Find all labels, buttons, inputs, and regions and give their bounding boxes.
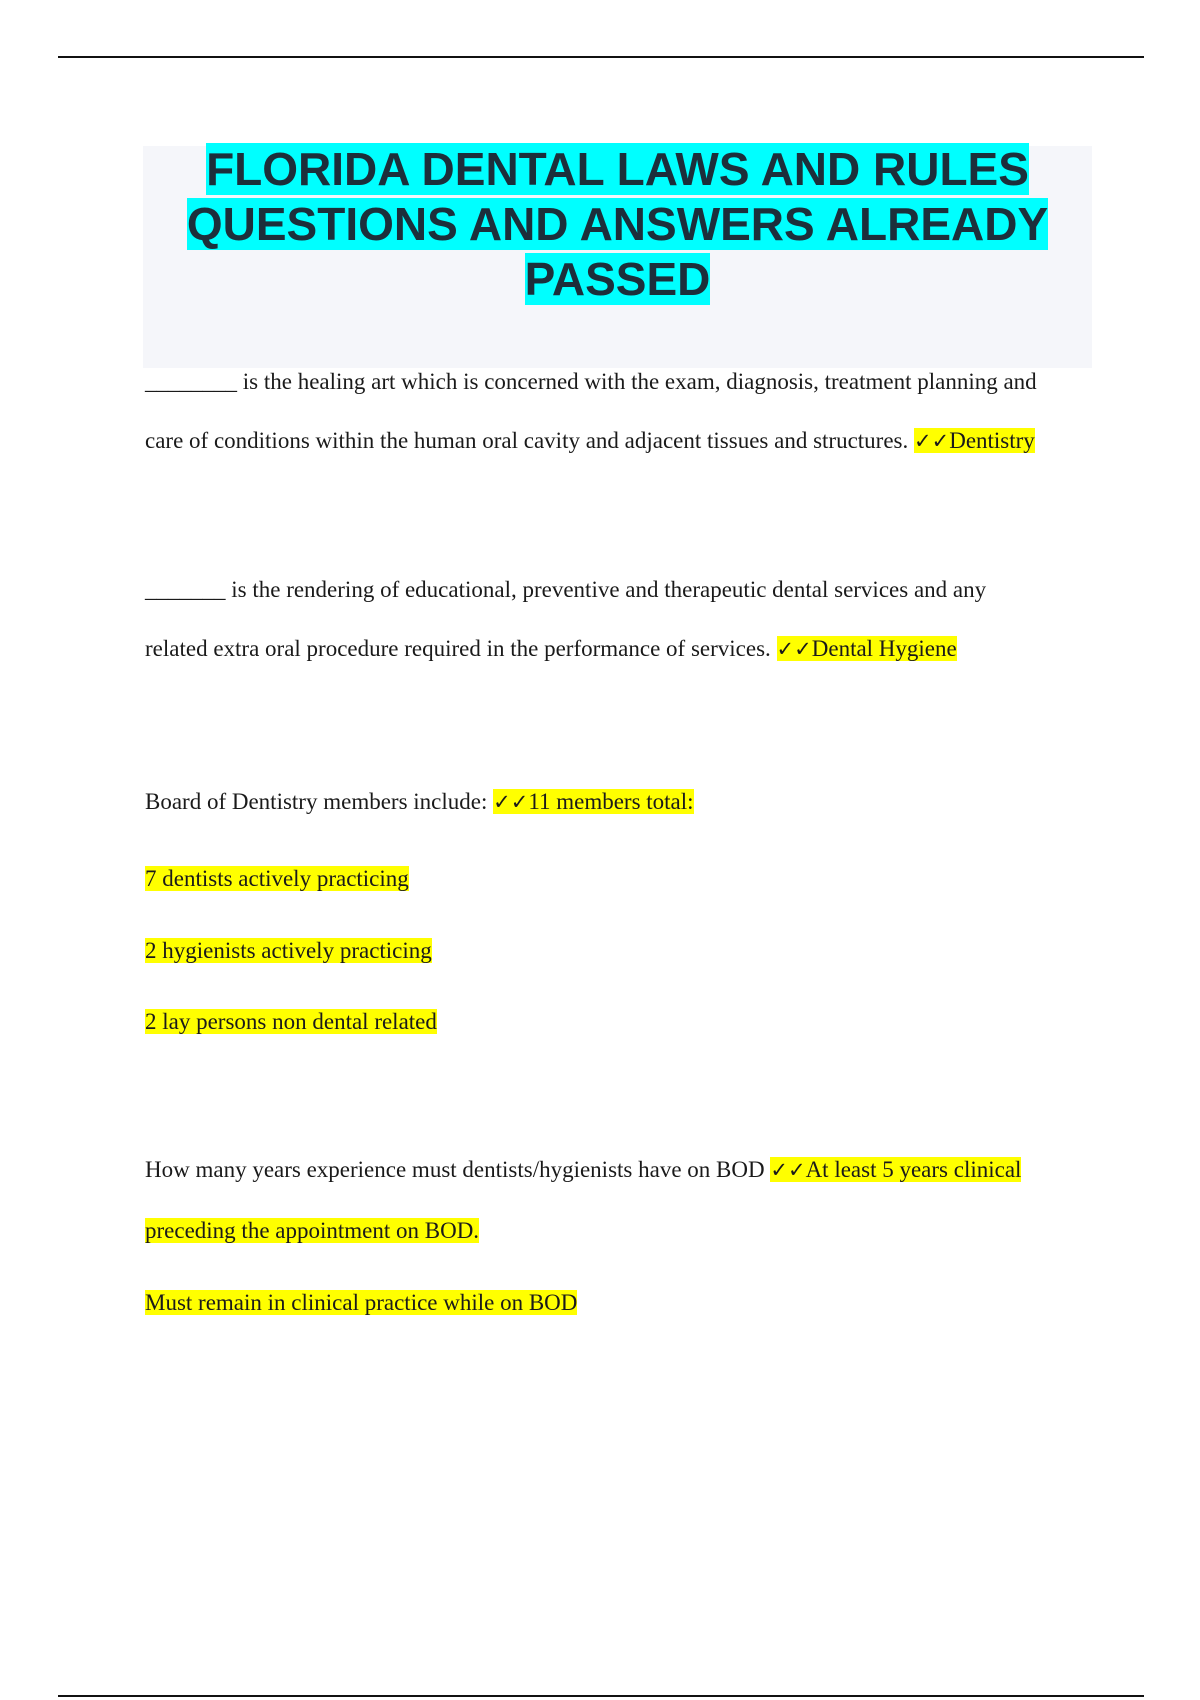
question-1-text-1: ________ is the healing art which is concerned with the exam, diagnosis, treatment planning and	[145, 369, 1037, 394]
answer-4-text: At least 5 years clinical	[805, 1157, 1022, 1182]
title-block	[143, 143, 1092, 368]
question-3-line-1	[145, 787, 694, 817]
question-2-line-2	[145, 634, 957, 664]
double-check-icon: ✓✓	[776, 637, 812, 661]
answer-4-item-2-text: Must remain in clinical practice while on BOD	[145, 1290, 578, 1315]
answer-4-item-2	[145, 1288, 577, 1318]
double-check-icon: ✓✓	[914, 429, 950, 453]
answer-1-text: Dentistry	[949, 428, 1035, 453]
header-rule	[58, 56, 1144, 58]
answer-4-item-1	[145, 1216, 479, 1246]
question-1-line-1	[145, 367, 1037, 397]
document-title: FLORIDA DENTAL LAWS AND RULES QUESTIONS AND ANSWERS ALREADY PASSED	[186, 143, 1049, 305]
double-check-icon: ✓✓	[493, 790, 529, 814]
answer-2-text: Dental Hygiene	[811, 636, 957, 661]
answer-4-item-1-text: preceding the appointment on BOD.	[145, 1218, 480, 1243]
question-3-text-1: Board of Dentistry members include:	[145, 789, 494, 814]
question-1-text-2: care of conditions within the human oral cavity and adjacent tissues and structures.	[145, 428, 914, 453]
answer-3-item-3-text: 2 lay persons non dental related	[145, 1009, 437, 1034]
footer-rule	[58, 1695, 1144, 1697]
question-2-text-2: related extra oral procedure required in the performance of services.	[145, 636, 777, 661]
answer-4-highlight	[770, 1157, 1021, 1182]
question-4-text-1: How many years experience must dentists/hygienists have on BOD	[145, 1157, 771, 1182]
question-4-line-1	[145, 1155, 1021, 1185]
question-2-text-1: _______ is the rendering of educational, preventive and therapeutic dental services and any	[145, 577, 987, 602]
answer-3-item-1	[145, 864, 409, 894]
answer-3-item-1-text: 7 dentists actively practicing	[145, 866, 409, 891]
answer-3-highlight	[493, 789, 693, 814]
answer-3-text: 11 members total:	[528, 789, 694, 814]
answer-1-highlight	[914, 428, 1035, 453]
question-1-line-2	[145, 426, 1035, 456]
double-check-icon: ✓✓	[770, 1158, 806, 1182]
answer-3-item-2	[145, 936, 432, 966]
answer-3-item-3	[145, 1007, 437, 1037]
answer-3-item-2-text: 2 hygienists actively practicing	[145, 938, 432, 963]
question-2-line-1	[145, 575, 986, 605]
answer-2-highlight	[777, 636, 957, 661]
